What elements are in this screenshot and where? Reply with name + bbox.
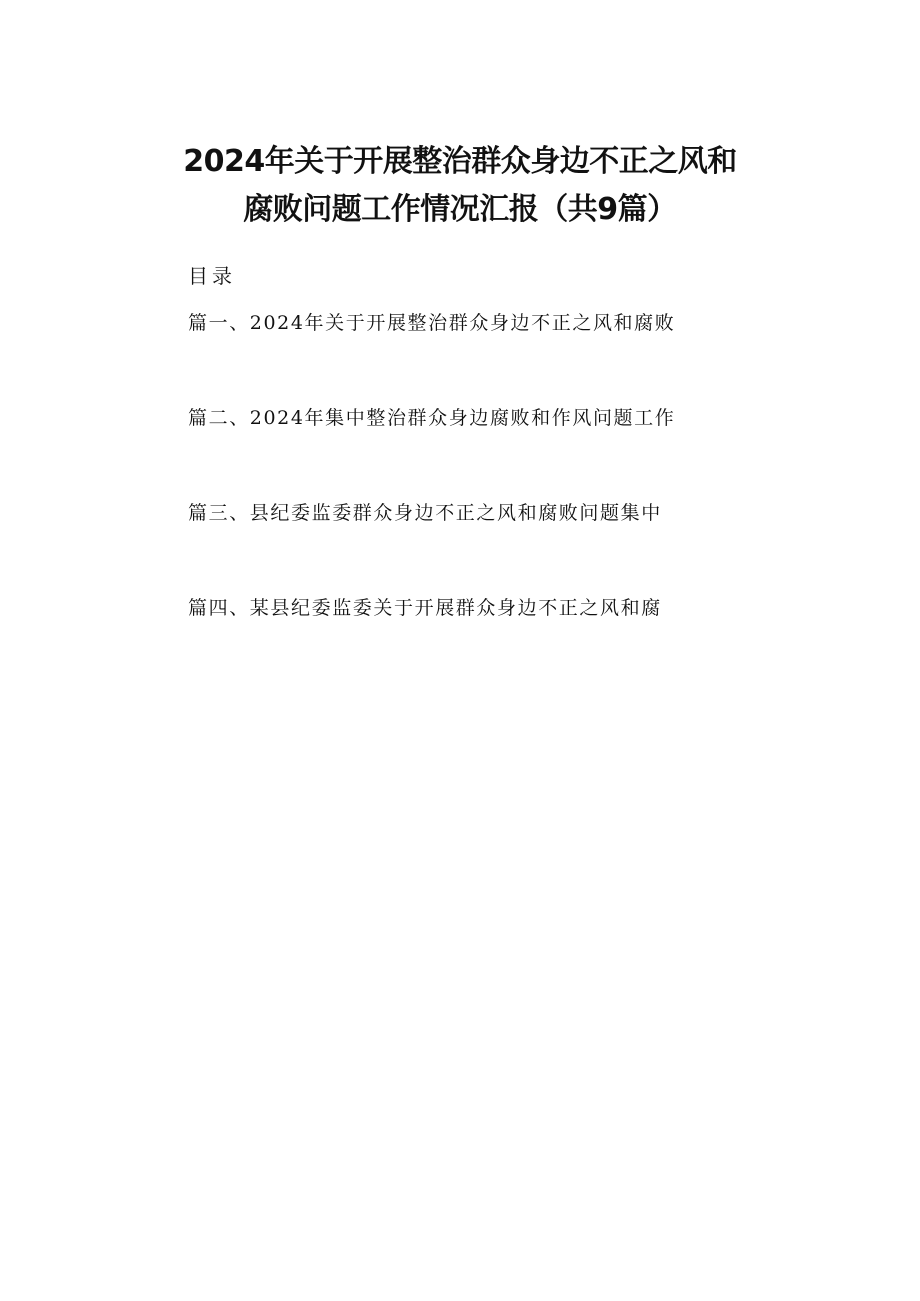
toc-heading: 目录 (188, 264, 236, 288)
toc-item-4[interactable]: 篇四、某县纪委监委关于开展群众身边不正之风和腐 (188, 597, 662, 619)
toc-item-1[interactable]: 篇一、2024年关于开展整治群众身边不正之风和腐败 (188, 312, 676, 334)
table-of-contents (188, 309, 748, 689)
title-line-1: 2024年关于开展整治群众身边不正之风和 (183, 144, 737, 179)
toc-item-3[interactable]: 篇三、县纪委监委群众身边不正之风和腐败问题集中 (188, 502, 662, 524)
toc-item-2[interactable]: 篇二、2024年集中整治群众身边腐败和作风问题工作 (188, 407, 676, 429)
title-line-2: 腐败问题工作情况汇报（共9篇） (243, 192, 677, 227)
document-title (100, 138, 820, 234)
